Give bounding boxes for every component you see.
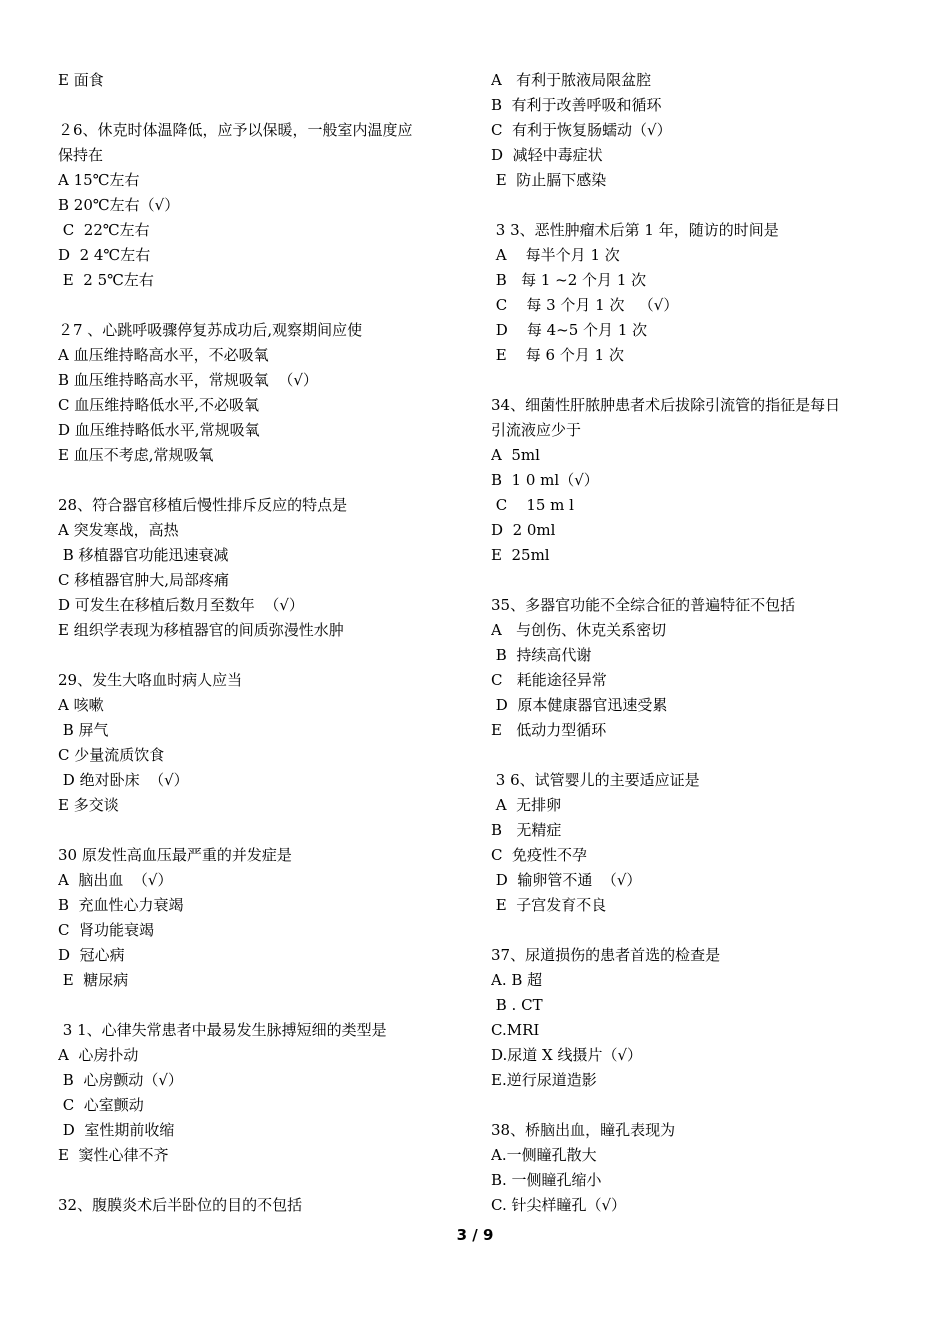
- text-line: D 冠心病: [58, 946, 125, 964]
- text-line: C 耗能途径异常: [491, 671, 607, 689]
- blank-line: [58, 93, 478, 118]
- text-line: C 免疫性不孕: [491, 846, 588, 864]
- text-line: C 每 3 个月 1 次 （√）: [491, 296, 679, 314]
- text-line: A 咳嗽: [58, 696, 104, 714]
- text-line: E 糖尿病: [58, 971, 129, 989]
- blank-line: [58, 1168, 478, 1193]
- text-line: A. B 超: [491, 971, 543, 989]
- text-line: D.尿道 X 线摄片（√）: [491, 1046, 643, 1064]
- text-line: D 减轻中毒症状: [491, 146, 603, 164]
- text-line: E 子宫发育不良: [491, 896, 607, 914]
- text-line: B 充血性心力衰竭: [58, 896, 184, 914]
- text-line: 保持在: [58, 146, 104, 164]
- text-line: B. 一侧瞳孔缩小: [491, 1171, 602, 1189]
- text-line: E 防止膈下感染: [491, 171, 607, 189]
- text-line: B 持续高代谢: [491, 646, 592, 664]
- text-line: C 血压维持略低水平,不必吸氧: [58, 396, 260, 414]
- text-line: B 1 0 ml（√）: [491, 471, 599, 489]
- text-line: B 无精症: [491, 821, 562, 839]
- text-line: E 25ml: [491, 546, 550, 564]
- text-line: B 移植器官功能迅速衰减: [58, 546, 229, 564]
- text-line: B 屏气: [58, 721, 109, 739]
- text-line: 引流液应少于: [491, 421, 582, 439]
- text-line: 30 原发性高血压最严重的并发症是: [58, 846, 292, 864]
- blank-line: [491, 1093, 911, 1118]
- text-line: D 输卵管不通 （√）: [491, 871, 642, 889]
- text-line: A 每半个月 1 次: [491, 246, 620, 264]
- text-line: E.逆行尿道造影: [491, 1071, 597, 1089]
- text-line: E 2 5℃左右: [58, 271, 154, 289]
- text-line: A 血压维持略高水平，不必吸氧: [58, 346, 269, 364]
- text-line: A 无排卵: [491, 796, 562, 814]
- text-line: B 心房颤动（√）: [58, 1071, 183, 1089]
- text-line: C 移植器官肿大,局部疼痛: [58, 571, 230, 589]
- text-line: 35、多器官功能不全综合征的普遍特征不包括: [491, 596, 796, 614]
- text-line: A 突发寒战，高热: [58, 521, 179, 539]
- text-line: B . CT: [491, 996, 543, 1014]
- text-line: A 15℃左右: [58, 171, 140, 189]
- text-line: B 有利于改善呼吸和循环: [491, 96, 662, 114]
- text-line: A 5ml: [491, 446, 540, 464]
- text-line: D 2 0ml: [491, 521, 556, 539]
- text-line: C 15 m l: [491, 496, 574, 514]
- blank-line: [491, 368, 911, 393]
- blank-line: [58, 993, 478, 1018]
- text-line: B 20℃左右（√）: [58, 196, 180, 214]
- text-line: C 心室颤动: [58, 1096, 144, 1114]
- text-line: D 室性期前收缩: [58, 1121, 175, 1139]
- text-line: E 每 6 个月 1 次: [491, 346, 624, 364]
- text-line: E 低动力型循环: [491, 721, 607, 739]
- text-line: ２6、休克时体温降低，应予以保暖，一般室内温度应: [58, 121, 413, 139]
- text-line: 37、尿道损伤的患者首选的检查是: [491, 946, 721, 964]
- text-line: C 肾功能衰竭: [58, 921, 155, 939]
- text-line: 34、细菌性肝脓肿患者术后拔除引流管的指征是每日: [491, 396, 841, 414]
- text-line: A 有利于脓液局限盆腔: [491, 71, 652, 89]
- text-line: D 2 4℃左右: [58, 246, 151, 264]
- text-line: D 血压维持略低水平,常规吸氧: [58, 421, 260, 439]
- text-line: C. 针尖样瞳孔（√）: [491, 1196, 627, 1214]
- text-line: D 原本健康器官迅速受累: [491, 696, 668, 714]
- text-line: E 组织学表现为移植器官的间质弥漫性水肿: [58, 621, 344, 639]
- blank-line: [58, 468, 478, 493]
- text-line: D 每 4~5 个月 1 次: [491, 321, 648, 339]
- text-line: E 窦性心律不齐: [58, 1146, 169, 1164]
- text-line: C 有利于恢复肠蠕动（√）: [491, 121, 672, 139]
- text-line: C 少量流质饮食: [58, 746, 165, 764]
- text-line: B 血压维持略高水平，常规吸氧 （√）: [58, 371, 318, 389]
- text-line: ２7 、心跳呼吸骤停复苏成功后,观察期间应使: [58, 321, 363, 339]
- text-line: A.一侧瞳孔散大: [491, 1146, 597, 1164]
- text-line: 3 1、心律失常患者中最易发生脉搏短细的类型是: [58, 1021, 387, 1039]
- text-line: 29、发生大咯血时病人应当: [58, 671, 243, 689]
- text-line: E 面食: [58, 71, 104, 89]
- blank-line: [491, 743, 911, 768]
- blank-line: [58, 818, 478, 843]
- text-line: 28、符合器官移植后慢性排斥反应的特点是: [58, 496, 348, 514]
- blank-line: [58, 643, 478, 668]
- text-line: E 血压不考虑,常规吸氧: [58, 446, 214, 464]
- text-line: C 22℃左右: [58, 221, 150, 239]
- blank-line: [491, 568, 911, 593]
- text-line: A 与创伤、休克关系密切: [491, 621, 667, 639]
- page-number: 3 / 9: [456, 1226, 494, 1244]
- text-line: 32、腹膜炎术后半卧位的目的不包括: [58, 1196, 303, 1214]
- text-line: E 多交谈: [58, 796, 119, 814]
- blank-line: [491, 193, 911, 218]
- blank-line: [491, 918, 911, 943]
- blank-line: [58, 293, 478, 318]
- text-line: A 心房扑动: [58, 1046, 139, 1064]
- text-line: B 每 1 ~2 个月 1 次: [491, 271, 647, 289]
- right-column: [491, 68, 911, 1218]
- left-column: [58, 68, 478, 1218]
- text-line: 3 6、试管婴儿的主要适应证是: [491, 771, 700, 789]
- text-line: 38、桥脑出血，瞳孔表现为: [491, 1121, 676, 1139]
- text-line: A 脑出血 （√）: [58, 871, 173, 889]
- text-line: 3 3、恶性肿瘤术后第 1 年，随访的时间是: [491, 221, 779, 239]
- text-line: D 可发生在移植后数月至数年 （√）: [58, 596, 304, 614]
- text-line: C.MRI: [491, 1021, 540, 1039]
- text-line: D 绝对卧床 （√）: [58, 771, 189, 789]
